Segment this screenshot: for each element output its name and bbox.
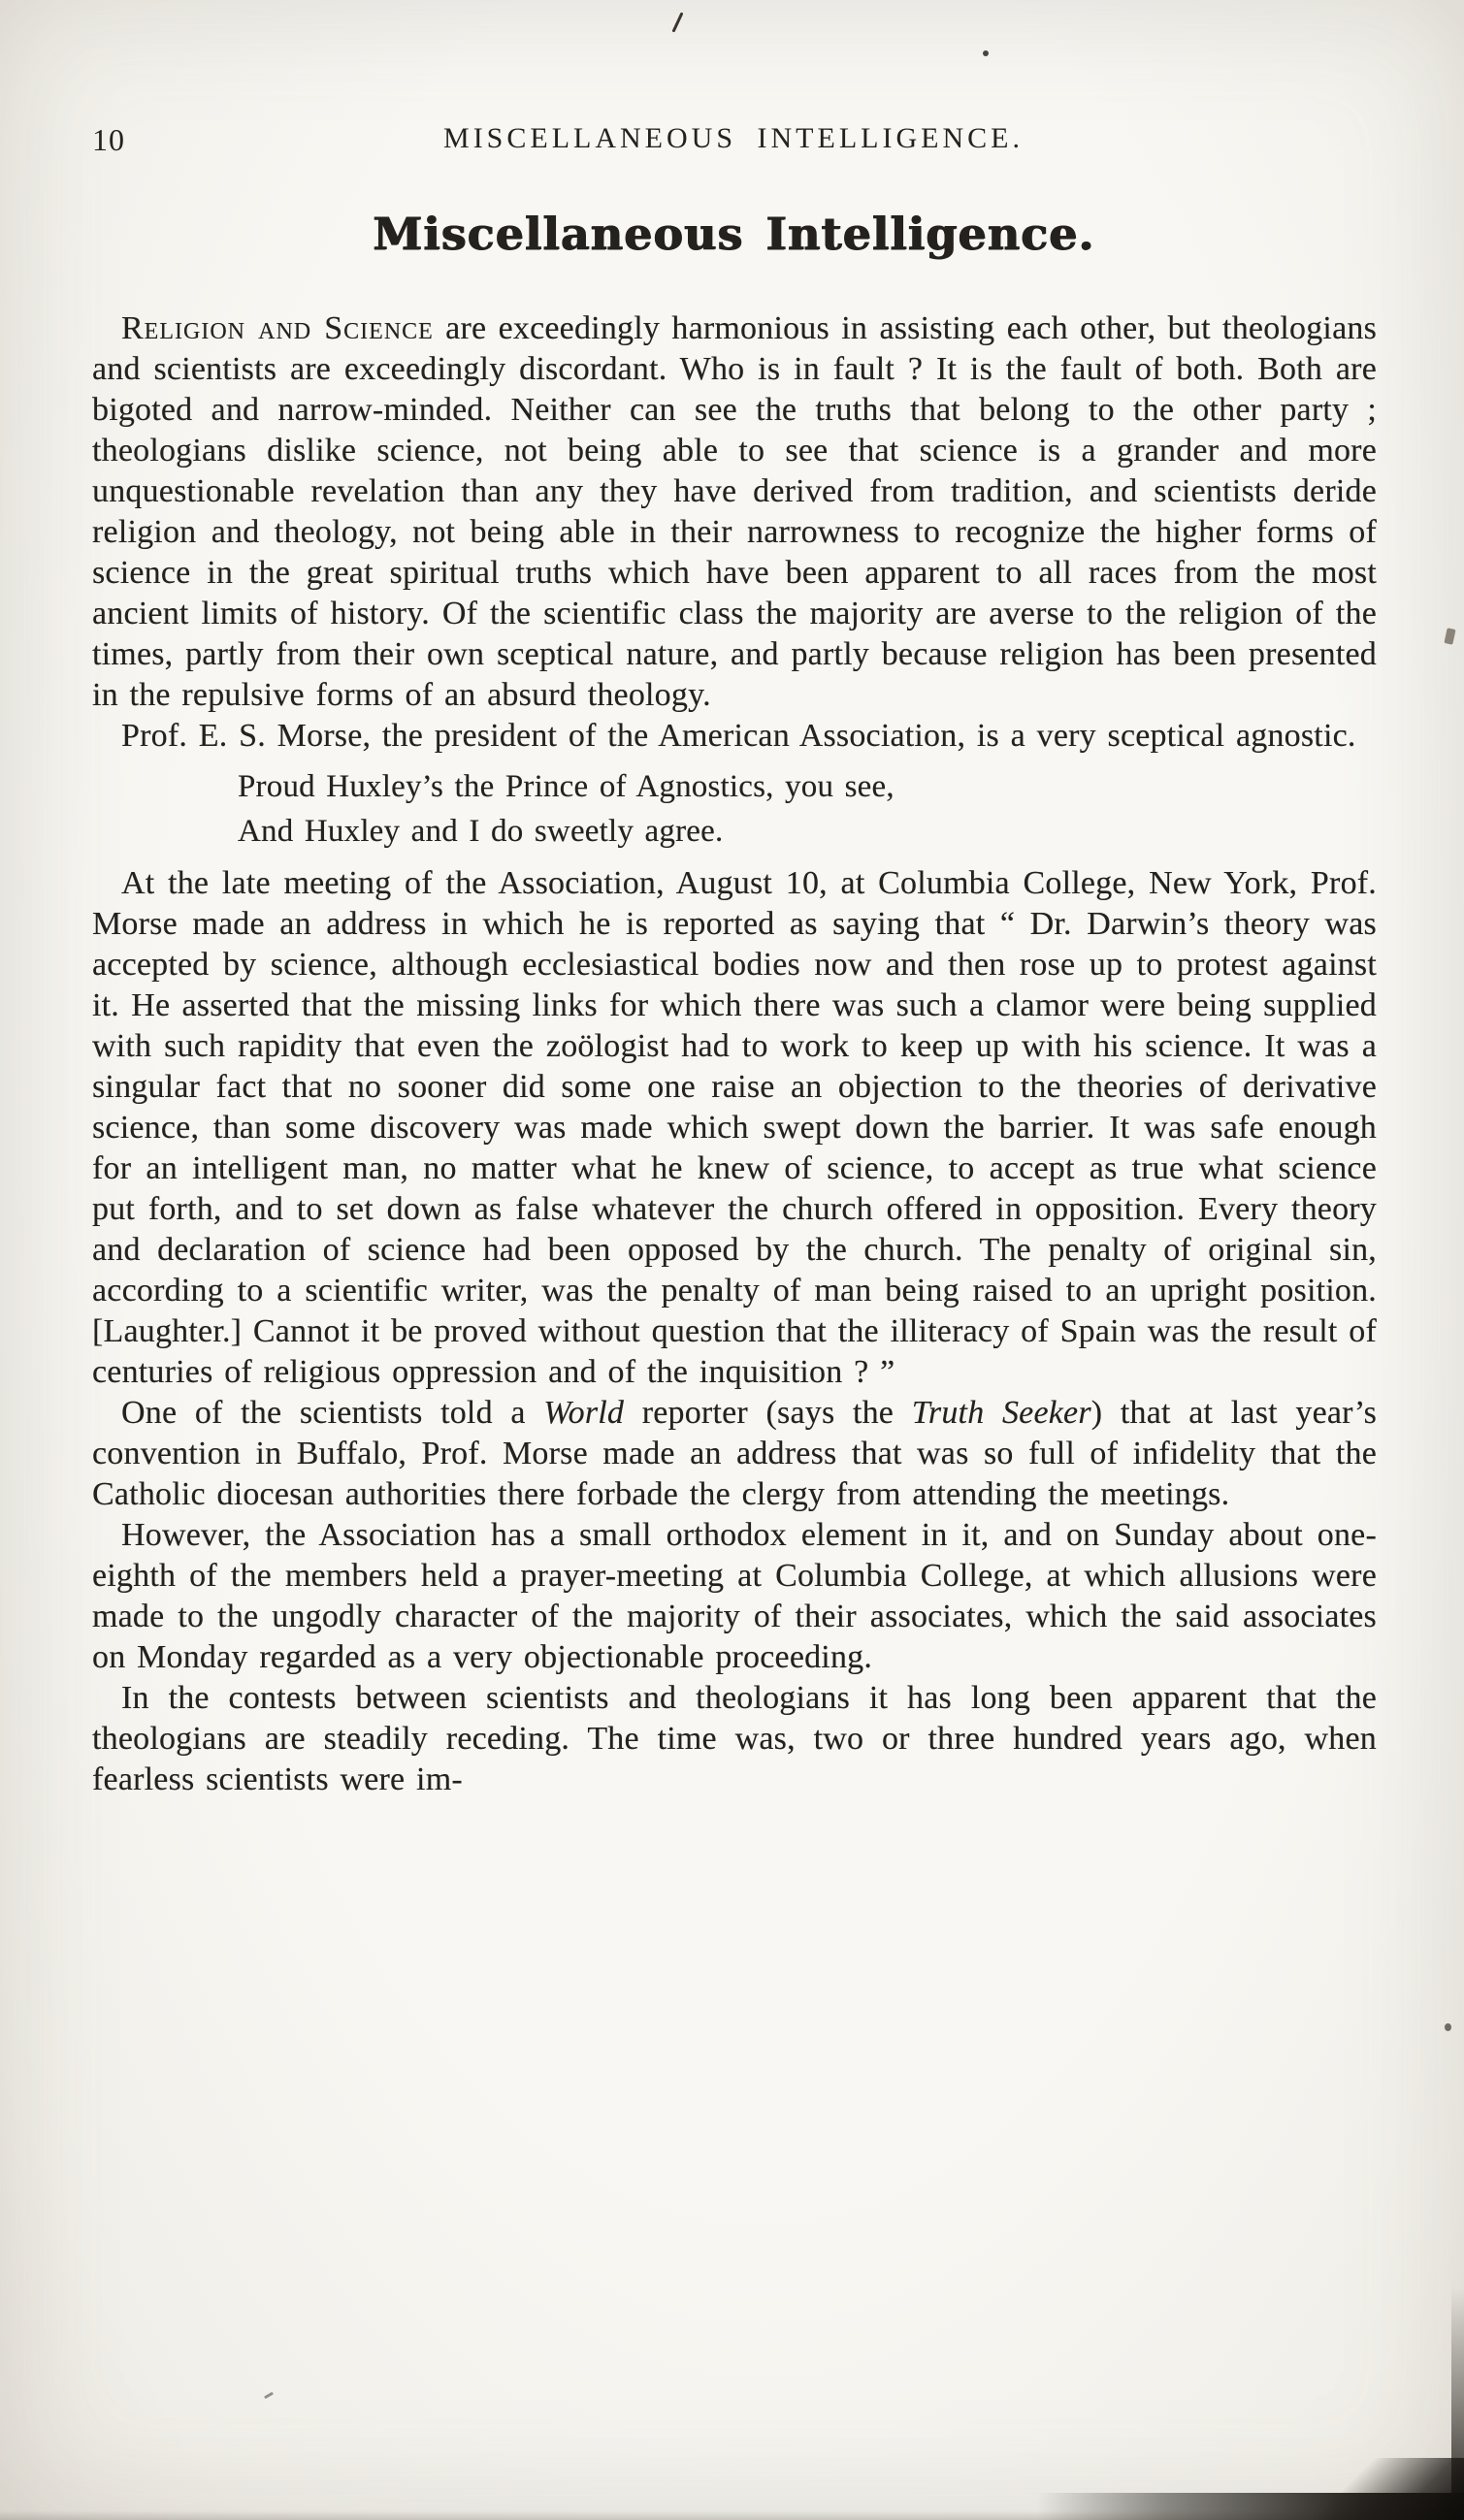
scan-artifact-dark-corner xyxy=(1309,2458,1464,2520)
italic-title-truth-seeker: Truth Seeker xyxy=(911,1395,1091,1431)
scan-artifact-slash-mark xyxy=(671,12,683,32)
article-body xyxy=(92,308,1377,1800)
running-header-title: MISCELLANEOUS INTELLIGENCE. xyxy=(443,122,1024,154)
scan-artifact-speck xyxy=(264,2392,274,2400)
paragraph-text: are exceedingly harmonious in assisting each other, but theologians and scientists are exceedingly discordant. Who is in fault ? It is the fault of both. Both are bigoted and narrow-minded. Neither can see the truths that belong to the other party ; theologians dislike science, not being able to see that science is a grander and more unquestionable revelation than any they have derived from tradition, and scientists deride religion and theology, not being able in their narrowness to recognize the higher forms of science in the great spiritual truths which have been apparent to all races from the most ancient limits of history. Of the scientific class the majority are averse to the religion of the times, partly from their own sceptical nature, and partly because religion has been presented in the repulsive forms of an absurd theology. xyxy=(92,310,1378,713)
scan-artifact-margin-smudge xyxy=(1444,628,1455,645)
paragraph-religion-and-science xyxy=(92,308,1377,716)
verse-line-1: Proud Huxley’s the Prince of Agnostics, you see, xyxy=(238,769,895,804)
scan-artifact-speck xyxy=(983,50,989,56)
paragraph-world-reporter xyxy=(92,1393,1377,1515)
article-title-blackletter: Miscellaneous Intelligence. xyxy=(372,208,1095,260)
italic-title-world: World xyxy=(543,1395,625,1431)
paragraph-orthodox-element: However, the Association has a small orthodox element in it, and on Sunday about one-eighth of the members held a prayer-meeting at Columbia College, at which allusions were made to the ungodly character of the majority of their associates, which the said associates on Monday regarded as a very objectionable proceeding. xyxy=(92,1517,1377,1675)
paragraph-prof-morse: Prof. E. S. Morse, the president of the American Association, is a very sceptical agnostic. xyxy=(121,718,1356,754)
paragraph-association-meeting: At the late meeting of the Association, August 10, at Columbia College, New York, Prof. Morse made an address in which he is reported as saying that “ Dr. Darwin’s theory was accepted by science, although ecclesiastical bodies now and then rose up to protest against it. He asserted that the missing links for which there was such a clamor were being supplied with such rapidity that even the zoölogist had to work to keep up with his science. It was a singular fact that no sooner did some one raise an objection to the theories of derivative science, than some discovery was made which swept down the barrier. It was safe enough for an intelligent man, no matter what he knew of science, to accept as true what science put forth, and to set down as false whatever the church offered in opposition. Every theory and declaration of science had been opposed by the church. The penalty of original sin, according to a scientific writer, was the penalty of man being raised to an upright position. [Laughter.] Cannot it be proved without question that the illiteracy of Spain was the result of centuries of religious oppression and of the inquisition ? ” xyxy=(92,865,1377,1390)
page-number: 10 xyxy=(92,122,125,157)
scan-artifact-dark-edge xyxy=(1451,2287,1464,2520)
paragraph-contests: In the contests between scientists and theologians it has long been apparent that the theologians are steadily receding. The time was, two or three hundred years ago, when fearless scientists were im- xyxy=(92,1680,1377,1797)
paragraph-text: reporter (says the xyxy=(624,1395,912,1431)
page-header xyxy=(92,122,1375,165)
verse-quote xyxy=(238,764,1377,854)
scan-artifact-bottom-shade xyxy=(0,2510,1464,2520)
scan-artifact-dark-band xyxy=(1037,2493,1464,2520)
verse-line-2: And Huxley and I do sweetly agree. xyxy=(238,814,724,849)
paragraph-text: ) that at last year’s convention in Buffalo, Prof. Morse made an address that was so full of infidelity that the Catholic diocesan authorities there forbade the clergy from attending the meetings. xyxy=(92,1395,1378,1512)
paragraph-text: One of the scientists told a xyxy=(121,1395,544,1431)
lead-in-small-caps: Religion and Science xyxy=(121,310,434,346)
scan-artifact-speck xyxy=(1445,2023,1451,2031)
